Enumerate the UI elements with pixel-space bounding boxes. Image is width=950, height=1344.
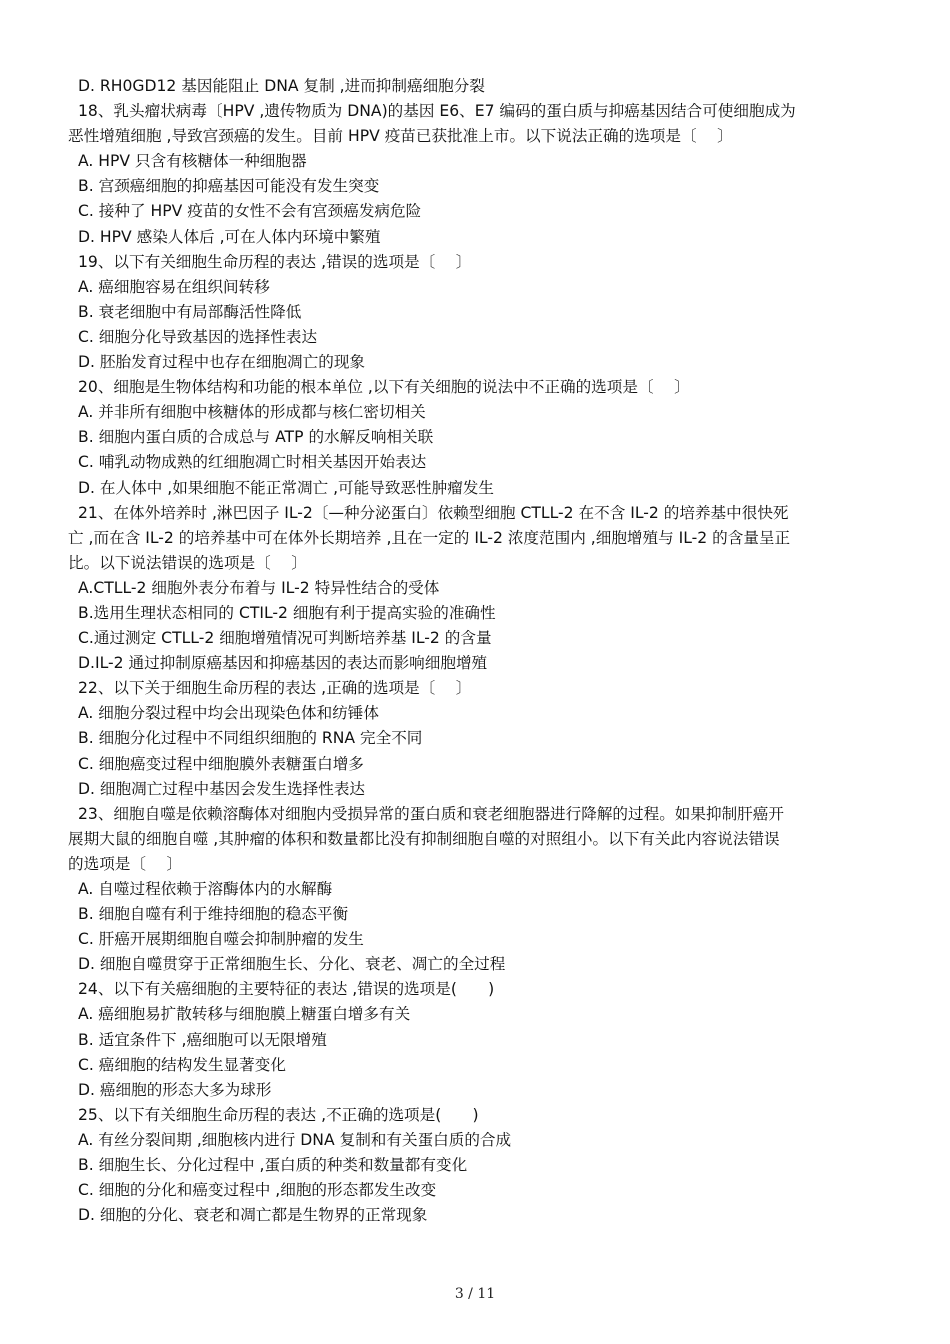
q24-option-a: A. 癌细胞易扩散转移与细胞膜上糖蛋白增多有关 <box>78 1005 411 1024</box>
q24-option-c: C. 癌细胞的结构发生显著变化 <box>78 1055 286 1074</box>
question-20 <box>68 375 886 500</box>
q20-option-c: C. 哺乳动物成熟的红细胞凋亡时相关基因开始表达 <box>78 453 427 472</box>
q18-option-d: D. HPV 感染人体后 ,可在人体内环境中繁殖 <box>78 227 381 246</box>
q25-option-d: D. 细胞的分化、衰老和凋亡都是生物界的正常现象 <box>78 1206 428 1225</box>
q23-option-d: D. 细胞自噬贯穿于正常细胞生长、分化、衰老、凋亡的全过程 <box>78 955 506 974</box>
q18-option-a: A. HPV 只含有核糖体一种细胞器 <box>78 152 307 171</box>
question-23 <box>68 802 886 978</box>
q24-stem: 24、以下有关癌细胞的主要特征的表达 ,错误的选项是( ) <box>78 980 495 999</box>
q24-option-d: D. 癌细胞的形态大多为球形 <box>78 1080 272 1099</box>
q18-option-b: B. 宫颈癌细胞的抑癌基因可能没有发生突变 <box>78 177 380 196</box>
q22-option-a: A. 细胞分裂过程中均会出现染色体和纺锤体 <box>78 704 379 723</box>
q25-option-c: C. 细胞的分化和癌变过程中 ,细胞的形态都发生改变 <box>78 1181 437 1200</box>
q19-option-d: D. 胚胎发育过程中也存在细胞凋亡的现象 <box>78 353 366 372</box>
q23-stem-line-3: 的选项是〔 〕 <box>68 854 183 873</box>
q25-option-a: A. 有丝分裂间期 ,细胞核内进行 DNA 复制和有关蛋白质的合成 <box>78 1130 512 1149</box>
q25-option-b: B. 细胞生长、分化过程中 ,蛋白质的种类和数量都有变化 <box>78 1156 468 1175</box>
question-21 <box>68 501 886 677</box>
q21-stem-line-3: 比。以下说法错误的选项是〔 〕 <box>68 553 307 572</box>
q23-stem-line-2: 展期大鼠的细胞自噬 ,其肿瘤的体积和数量都比没有抑制细胞自噬的对照组小。以下有关此内容说法错误 <box>68 829 780 848</box>
question-25 <box>68 1103 886 1228</box>
q22-option-c: C. 细胞癌变过程中细胞膜外表糖蛋白增多 <box>78 754 364 773</box>
q20-stem: 20、细胞是生物体结构和功能的根本单位 ,以下有关细胞的说法中不正确的选项是〔 〕 <box>78 378 690 397</box>
question-19 <box>68 250 886 375</box>
q21-option-c: C.通过测定 CTLL-2 细胞增殖情况可判断培养基 IL-2 的含量 <box>78 629 492 648</box>
q18-stem-line-1: 18、乳头瘤状病毒〔HPV ,遗传物质为 DNA)的基因 E6、E7 编码的蛋白质与抑癌基因结合可使细胞成为 <box>78 102 796 121</box>
q21-option-b: B.选用生理状态相同的 CTIL-2 细胞有利于提高实验的准确性 <box>78 603 496 622</box>
q21-stem-line-1: 21、在体外培养时 ,淋巴因子 IL-2〔—种分泌蛋白〕依赖型细胞 CTLL-2 在不含 IL-2 的培养基中很快死 <box>78 503 789 522</box>
q25-stem: 25、以下有关细胞生命历程的表达 ,不正确的选项是( ) <box>78 1105 479 1124</box>
q19-stem: 19、以下有关细胞生命历程的表达 ,错误的选项是〔 〕 <box>78 252 472 271</box>
q23-stem-line-1: 23、细胞自噬是依赖溶酶体对细胞内受损异常的蛋白质和衰老细胞器进行降解的过程。如果抑制肝癌开 <box>78 804 784 823</box>
q20-option-b: B. 细胞内蛋白质的合成总与 ATP 的水解反响相关联 <box>78 428 434 447</box>
q19-option-c: C. 细胞分化导致基因的选择性表达 <box>78 327 318 346</box>
q23-option-b: B. 细胞自噬有利于维持细胞的稳态平衡 <box>78 905 349 924</box>
q22-option-d: D. 细胞凋亡过程中基因会发生选择性表达 <box>78 779 366 798</box>
q23-option-c: C. 肝癌开展期细胞自噬会抑制肿瘤的发生 <box>78 930 364 949</box>
question-18 <box>68 99 886 250</box>
q21-option-a: A.CTLL-2 细胞外表分布着与 IL-2 特异性结合的受体 <box>78 578 440 597</box>
q21-stem-line-2: 亡 ,而在含 IL-2 的培养基中可在体外长期培养 ,且在一定的 IL-2 浓度范围内 ,细胞增殖与 IL-2 的含量呈正 <box>68 528 791 547</box>
q19-option-a: A. 癌细胞容易在组织间转移 <box>78 277 270 296</box>
document-body <box>68 74 886 1228</box>
q18-stem-line-2: 恶性增殖细胞 ,导致宫颈癌的发生。目前 HPV 疫苗已获批准上市。以下说法正确的选项是〔 〕 <box>68 127 733 146</box>
question-24 <box>68 977 886 1102</box>
q20-option-d: D. 在人体中 ,如果细胞不能正常凋亡 ,可能导致恶性肿瘤发生 <box>78 478 494 497</box>
page-number: 3 / 11 <box>454 1286 496 1302</box>
q24-option-b: B. 适宜条件下 ,癌细胞可以无限增殖 <box>78 1030 327 1049</box>
q19-option-b: B. 衰老细胞中有局部酶活性降低 <box>78 302 302 321</box>
q23-option-a: A. 自噬过程依赖于溶酶体内的水解酶 <box>78 880 333 898</box>
q22-option-b: B. 细胞分化过程中不同组织细胞的 RNA 完全不同 <box>78 729 423 748</box>
q18-option-c: C. 接种了 HPV 疫苗的女性不会有宫颈癌发病危险 <box>78 202 422 221</box>
q20-option-a: A. 并非所有细胞中核糖体的形成都与核仁密切相关 <box>78 403 426 422</box>
q17-option-d: D. RH0GD12 基因能阻止 DNA 复制 ,进而抑制癌细胞分裂 <box>78 77 485 95</box>
q22-stem: 22、以下关于细胞生命历程的表达 ,正确的选项是〔 〕 <box>78 679 472 698</box>
q21-option-d: D.IL-2 通过抑制原癌基因和抑癌基因的表达而影响细胞增殖 <box>78 654 488 673</box>
question-22 <box>68 676 886 801</box>
